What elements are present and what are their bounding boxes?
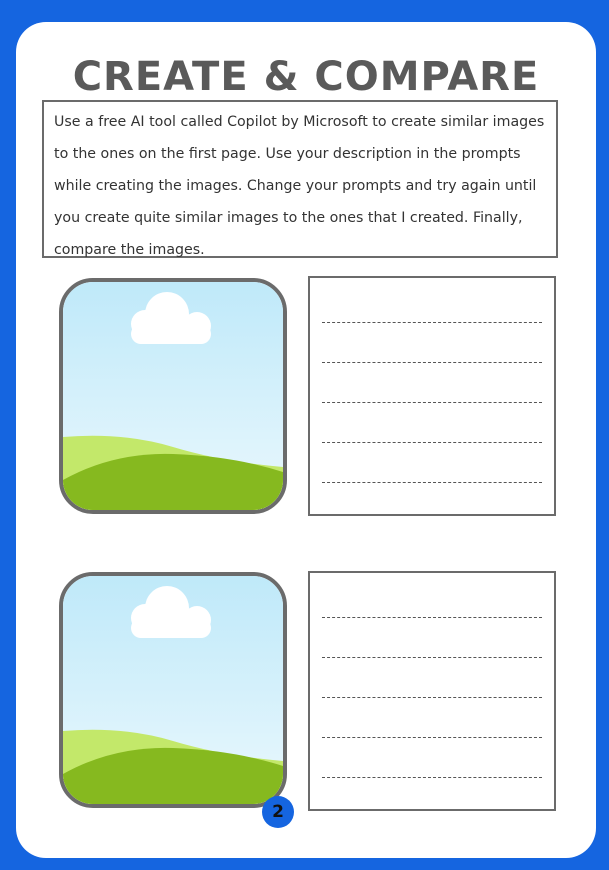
writing-line[interactable] xyxy=(322,402,542,403)
landscape-image-icon xyxy=(63,576,283,804)
writing-line[interactable] xyxy=(322,617,542,618)
writing-line[interactable] xyxy=(322,482,542,483)
writing-line[interactable] xyxy=(322,442,542,443)
description-lines-box-1[interactable] xyxy=(308,276,556,516)
page-title: CREATE & COMPARE xyxy=(72,54,540,100)
worksheet-page xyxy=(16,22,596,858)
writing-line[interactable] xyxy=(322,657,542,658)
description-lines-box-2[interactable] xyxy=(308,571,556,811)
instructions-box: Use a free AI tool called Copilot by Microsoft to create similar images to the ones on the first page. Use your description in the prompts while creating the images. Change your prompts and try again until you create quite similar images to the ones that I created. Finally, compare the images. xyxy=(42,100,558,258)
writing-line[interactable] xyxy=(322,777,542,778)
writing-line[interactable] xyxy=(322,322,542,323)
page-number-badge: 2 xyxy=(262,796,294,828)
writing-line[interactable] xyxy=(322,362,542,363)
landscape-image-icon xyxy=(63,282,283,510)
image-placeholder-1 xyxy=(59,278,287,514)
image-placeholder-2 xyxy=(59,572,287,808)
writing-line[interactable] xyxy=(322,737,542,738)
writing-line[interactable] xyxy=(322,697,542,698)
